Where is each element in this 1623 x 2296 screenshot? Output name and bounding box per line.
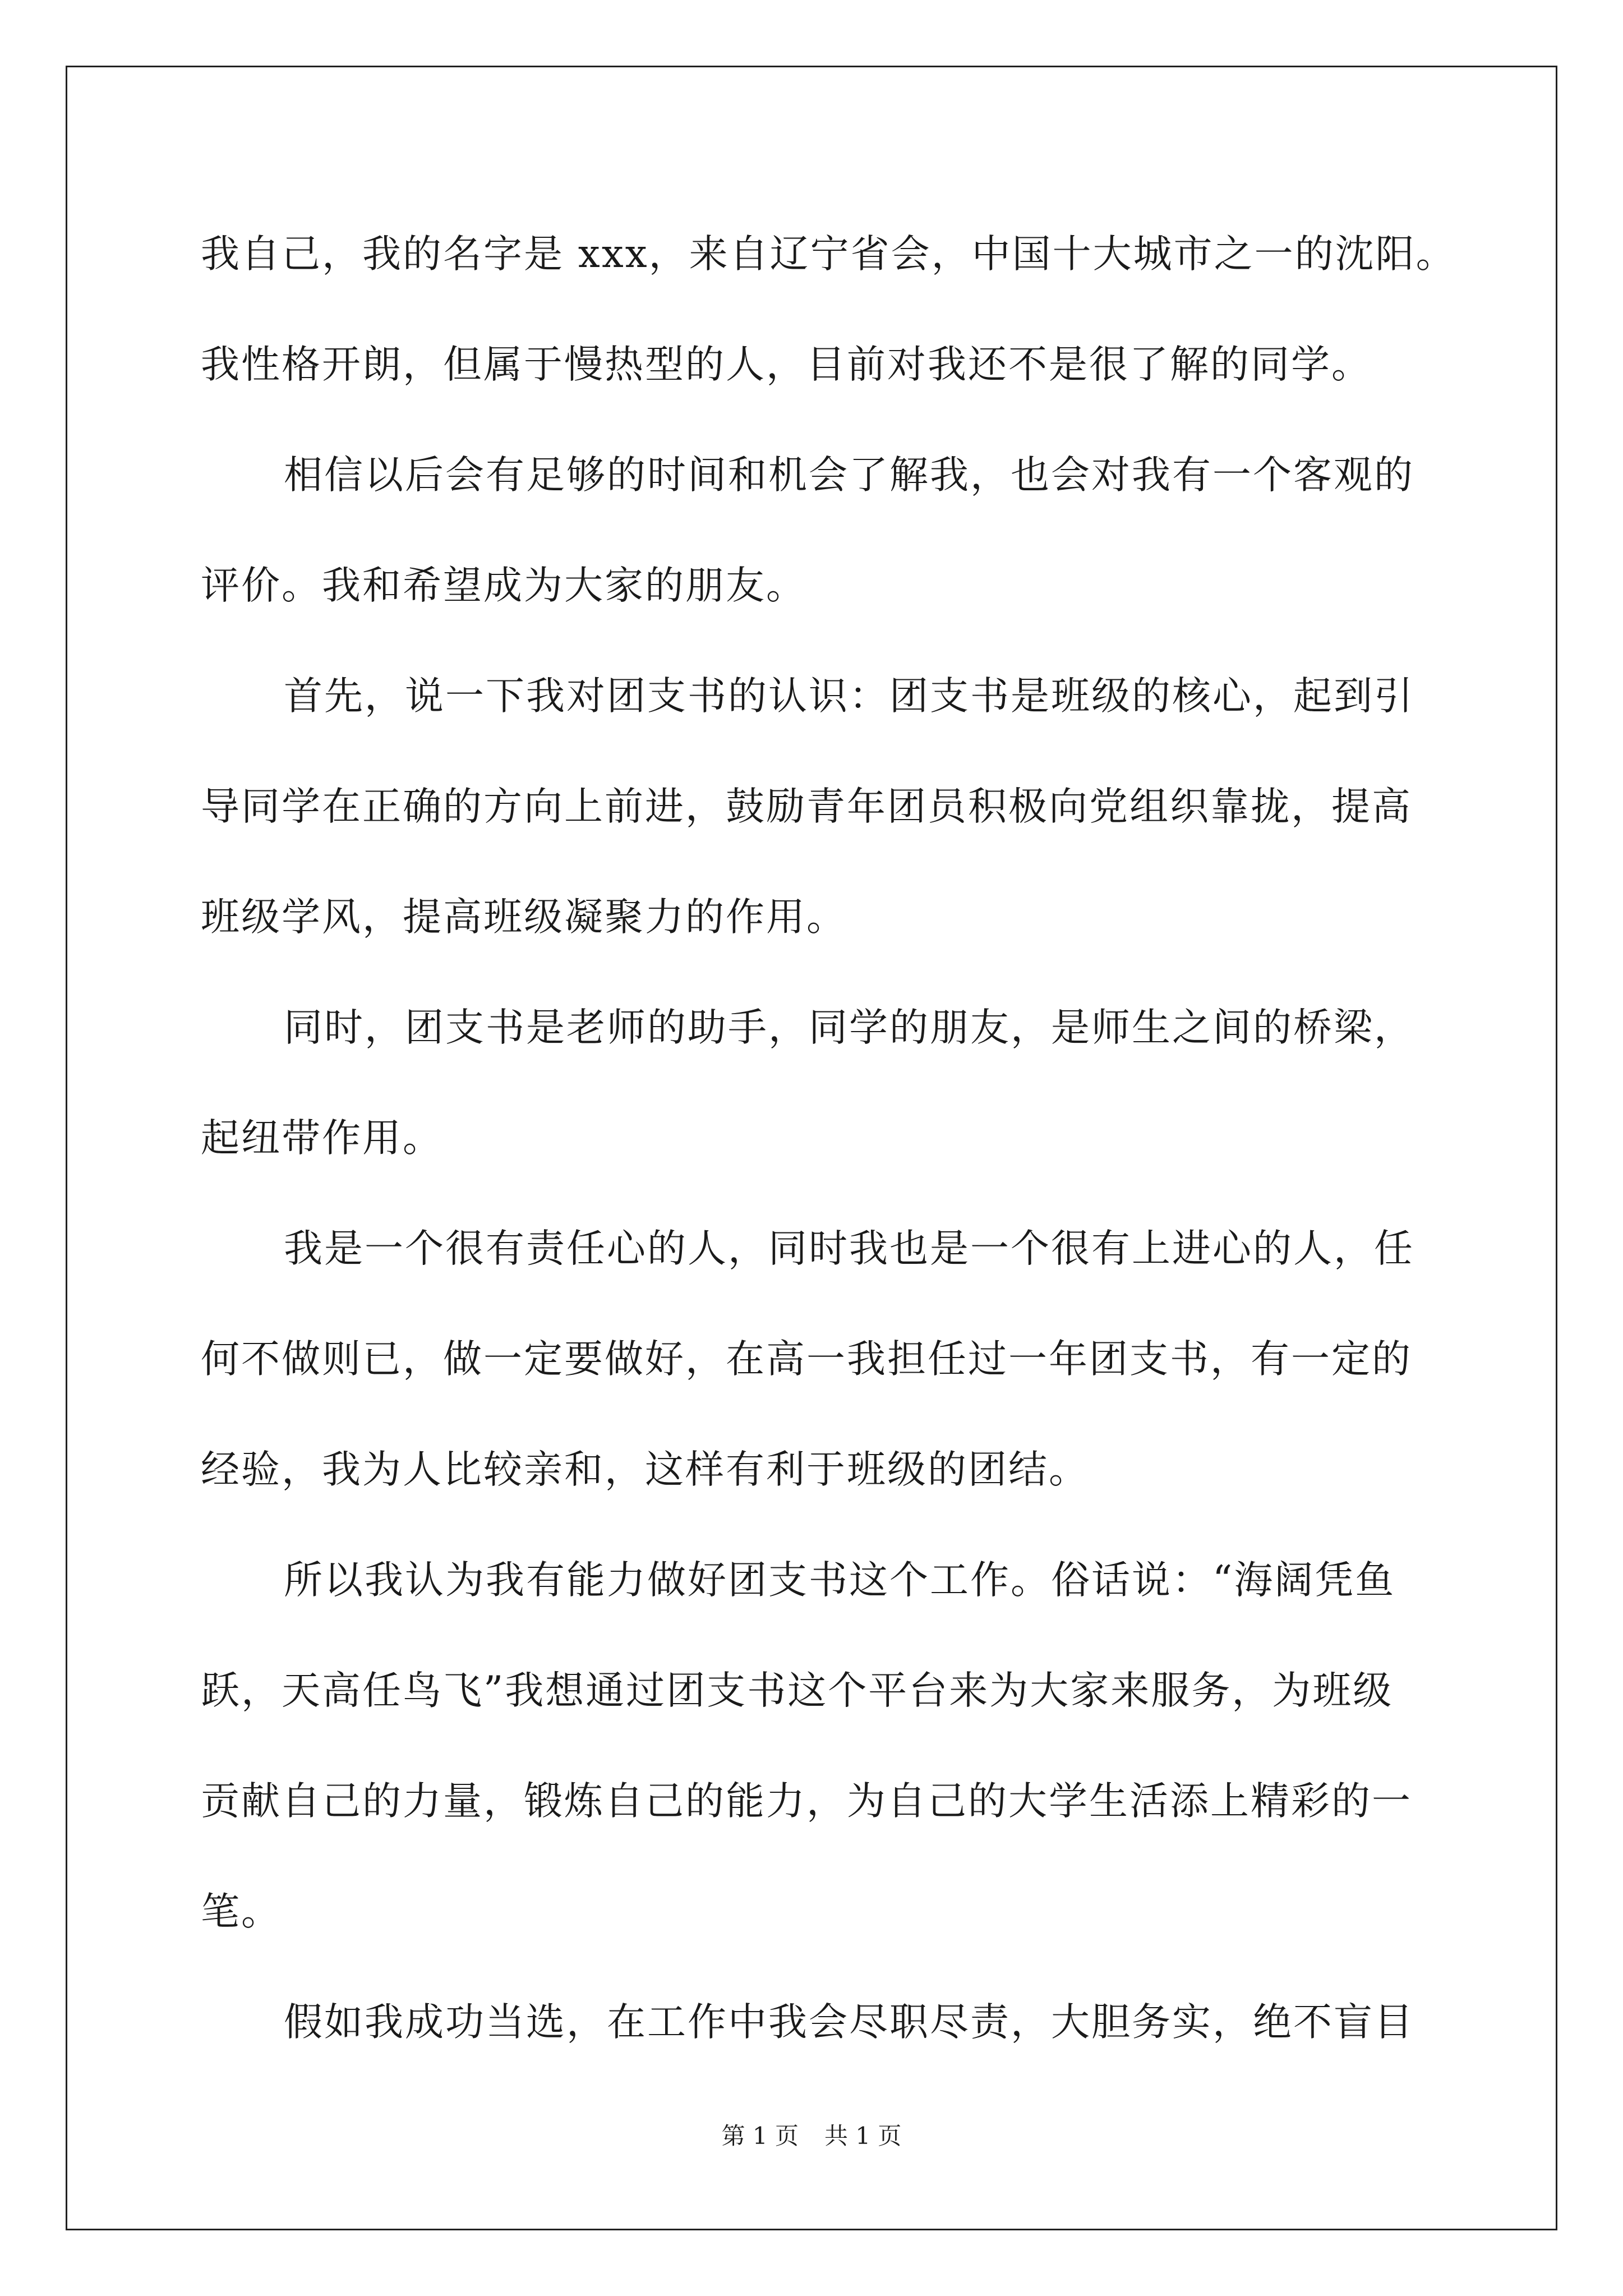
page-number: 第 1 页: [721, 2122, 799, 2150]
text-line: 假如我成功当选，在工作中我会尽职尽责，大胆务实，绝不盲目: [284, 2000, 1414, 2045]
text-line: 何不做则已，做一定要做好，在高一我担任过一年团支书，有一定的: [201, 1337, 1412, 1382]
text-line: 班级学风，提高班级凝聚力的作用。: [201, 895, 847, 940]
page-footer: [0, 2119, 1623, 2153]
text-line: 贡献自己的力量，锻炼自己的能力，为自己的大学生活添上精彩的一: [201, 1779, 1412, 1824]
text-line: 起纽带作用。: [201, 1116, 443, 1161]
text-line: 我是一个很有责任心的人，同时我也是一个很有上进心的人，任: [284, 1226, 1414, 1271]
document-body: [201, 199, 1456, 2078]
page-total: 共 1 页: [824, 2122, 902, 2150]
text-line: 跃，天高任鸟飞”我想通过团支书这个平台来为大家来服务，为班级: [201, 1668, 1394, 1713]
text-line: 我自己，我的名字是 xxx，来自辽宁省会，中国十大城市之一的沈阳。: [201, 232, 1456, 277]
text-line: 我性格开朗，但属于慢热型的人，目前对我还不是很了解的同学。: [201, 342, 1372, 387]
text-line: 首先，说一下我对团支书的认识：团支书是班级的核心，起到引: [284, 674, 1414, 719]
text-line: 所以我认为我有能力做好团支书这个工作。俗话说：“海阔凭鱼: [284, 1558, 1396, 1603]
text-line: 经验，我为人比较亲和，这样有利于班级的团结。: [201, 1447, 1089, 1492]
text-line: 相信以后会有足够的时间和机会了解我，也会对我有一个客观的: [284, 453, 1414, 498]
text-line: 笔。: [201, 1889, 282, 1934]
text-line: 同时，团支书是老师的助手，同学的朋友，是师生之间的桥梁，: [284, 1005, 1414, 1050]
text-line: 导同学在正确的方向上前进，鼓励青年团员积极向党组织靠拢，提高: [201, 784, 1412, 829]
text-line: 评价。我和希望成为大家的朋友。: [201, 563, 806, 608]
